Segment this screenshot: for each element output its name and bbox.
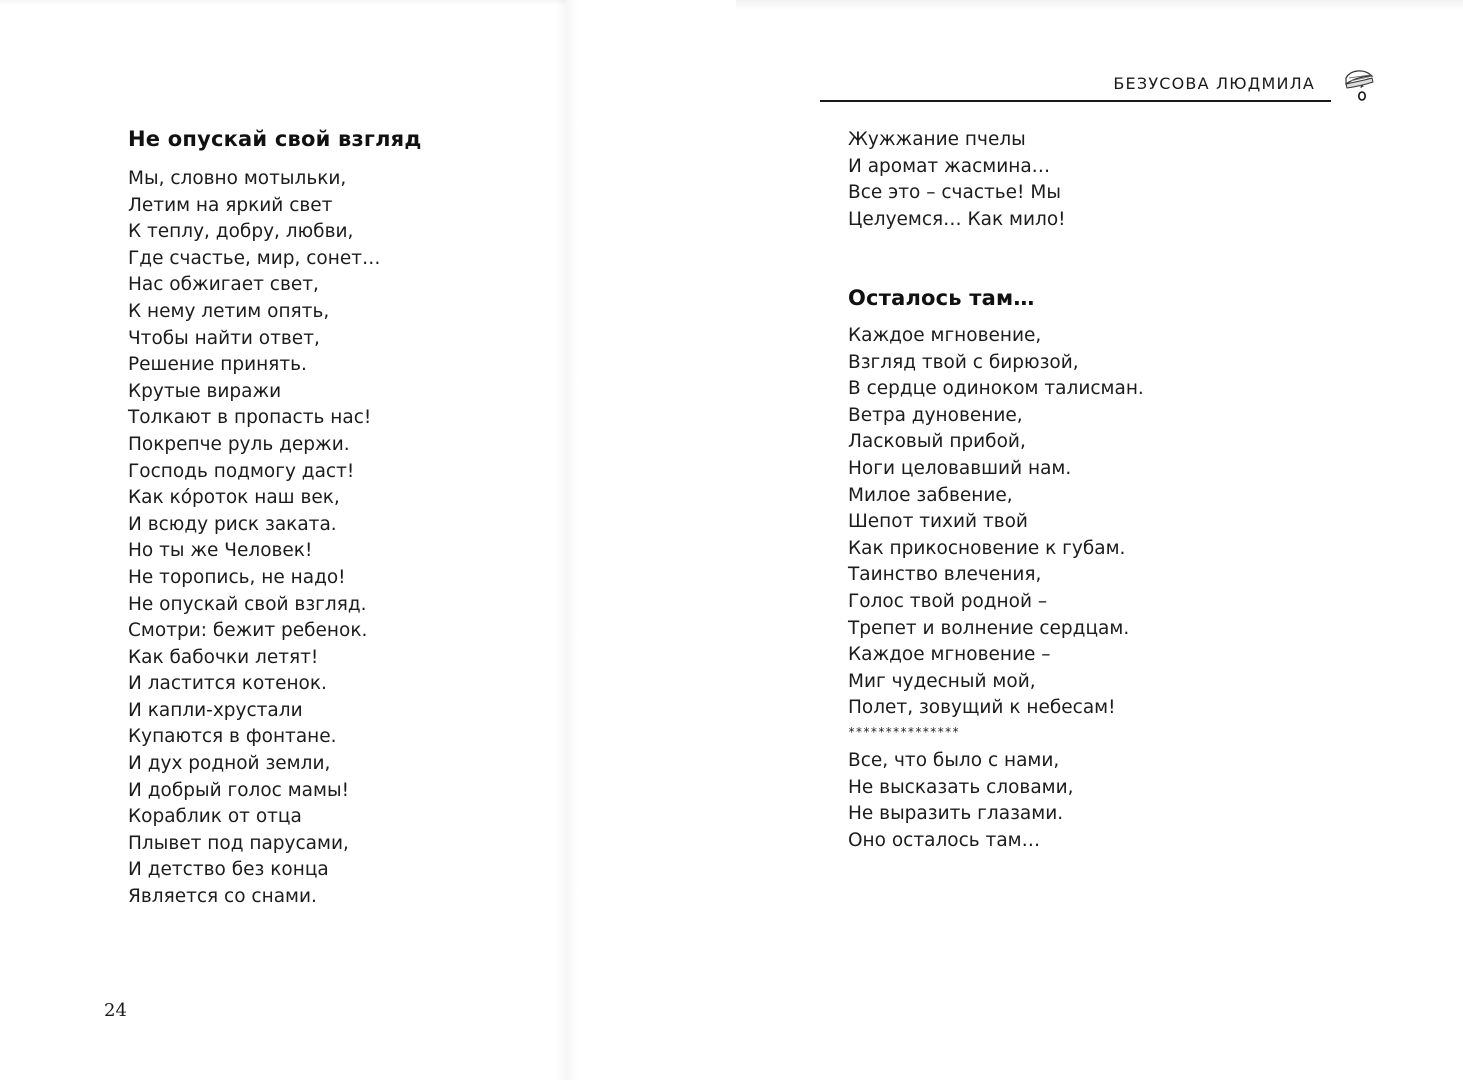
verse-line: Ветра дуновение,: [848, 404, 1023, 426]
verse-line: И детство без конца: [128, 859, 329, 881]
verse-line: Не выразить глазами.: [848, 803, 1064, 825]
verse-line: Где счастье, мир, сонет…: [128, 247, 381, 269]
verse-line: К теплу, добру, любви,: [128, 221, 354, 243]
verse-line: Шепот тихий твой: [848, 511, 1028, 533]
verse-line: Решение принять.: [128, 354, 307, 376]
verse-line: Покрепче руль держи.: [128, 433, 350, 455]
verse-line: И ластится котенок.: [128, 673, 327, 695]
header-rule: [820, 100, 1331, 102]
verse-line: Голос твой родной –: [848, 590, 1048, 612]
verse-line: Каждое мгновение –: [848, 644, 1051, 666]
verse-line: Господь подмогу даст!: [128, 460, 355, 482]
verse-line: Ласковый прибой,: [848, 431, 1026, 453]
page-edge-shadow-left: [0, 0, 566, 6]
verse-line: Все это – счастье! Мы: [848, 182, 1061, 204]
page-number: 24: [104, 1000, 127, 1021]
verse-line: Купаются в фонтане.: [128, 726, 337, 748]
poem-verse-left: [128, 166, 381, 911]
verse-line: Жужжание пчелы: [848, 129, 1026, 150]
verse-line: Толкают в пропасть нас!: [128, 407, 372, 429]
stanza-separator: ***************: [848, 725, 960, 739]
verse-line: В сердце одиноком талисман.: [848, 378, 1144, 400]
verse-line: Каждое мгновение,: [848, 325, 1042, 346]
poem-title-left: Не опускай свой взгляд: [128, 127, 422, 151]
verse-line: Кораблик от отца: [128, 806, 302, 828]
verse-line: Трепет и волнение сердцам.: [848, 617, 1130, 639]
verse-line: И дух родной земли,: [128, 753, 331, 775]
poem-continuation: [848, 127, 1066, 233]
verse-line: Не торопись, не надо!: [128, 566, 346, 588]
verse-line: И всюду риск заката.: [128, 513, 337, 535]
verse-line: Смотри: бежит ребенок.: [128, 620, 368, 642]
verse-line: Является со снами.: [128, 886, 317, 908]
verse-line: Полет, зовущий к небесам!: [848, 697, 1116, 719]
verse-line: Не опускай свой взгляд.: [128, 593, 367, 615]
verse-line: К нему летим опять,: [128, 300, 330, 322]
verse-line: Плывет под парусами,: [128, 832, 349, 854]
verse-line: Нас обжигает свет,: [128, 274, 319, 296]
verse-line: Как прикосновение к губам.: [848, 537, 1126, 559]
verse-line: Мы, словно мотыльки,: [128, 168, 347, 189]
verse-line: Не высказать словами,: [848, 776, 1074, 798]
verse-line: Но ты же Человек!: [128, 540, 313, 562]
verse-line: И капли-хрустали: [128, 699, 303, 721]
verse-line: И аромат жасмина…: [848, 155, 1051, 177]
verse-line: Как кóроток наш век,: [128, 487, 340, 509]
verse-line: Все, что было с нами,: [848, 750, 1060, 771]
poem-verse-right: [848, 323, 1144, 722]
verse-line: Крутые виражи: [128, 380, 282, 402]
book-gutter: [556, 0, 578, 1080]
verse-line: Милое забвение,: [848, 484, 1013, 506]
verse-line: Целуемся… Как мило!: [848, 208, 1066, 230]
verse-line: Летим на яркий свет: [128, 194, 333, 216]
verse-line: Чтобы найти ответ,: [128, 327, 320, 349]
verse-line: Ноги целовавший нам.: [848, 457, 1072, 479]
poem-verse-right-final: [848, 748, 1074, 854]
verse-line: Миг чудесный мой,: [848, 670, 1036, 692]
poem-title-right: Осталось там…: [848, 286, 1035, 310]
hat-emblem-icon: [1340, 64, 1376, 108]
verse-line: Таинство влечения,: [848, 564, 1042, 586]
verse-line: И добрый голос мамы!: [128, 779, 349, 801]
verse-line: Как бабочки летят!: [128, 646, 319, 668]
page-edge-shadow: [736, 0, 1463, 10]
verse-line: Оно осталось там…: [848, 829, 1041, 851]
verse-line: Взгляд твой с бирюзой,: [848, 351, 1079, 373]
running-head-author: БЕЗУСОВА ЛЮДМИЛА: [1113, 74, 1315, 93]
